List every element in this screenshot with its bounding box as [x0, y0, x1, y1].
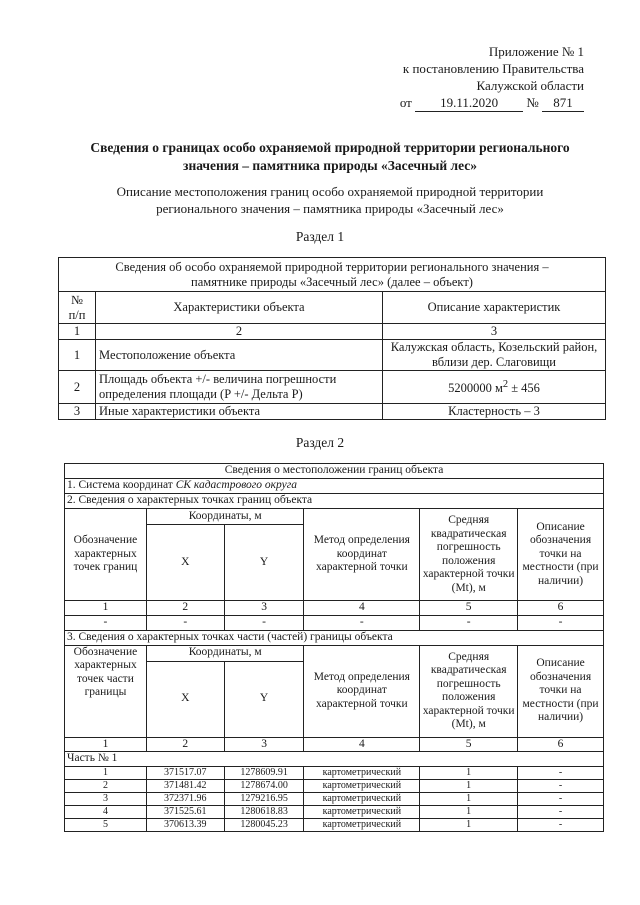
col-points-part-header: Обозначение характерных точек части границы — [65, 645, 147, 737]
col-coords-header: Координаты, м — [146, 645, 304, 661]
point-desc: - — [518, 818, 604, 831]
table-row — [65, 792, 604, 805]
appendix-date-line — [284, 94, 584, 112]
row-desc-line-1: Калужская область, Козельский район, — [390, 340, 598, 354]
area-value: 5200000 м — [448, 381, 503, 396]
point-y: 1280045.23 — [224, 818, 304, 831]
point-method: картометрический — [304, 805, 420, 818]
point-num: 5 — [65, 818, 147, 831]
document-subtitle — [70, 183, 590, 217]
dash-cell: - — [304, 616, 420, 631]
appendix-number: 871 — [542, 94, 584, 112]
dash-cell: - — [420, 616, 518, 631]
object-info-table — [58, 257, 606, 420]
col-y-header: Y — [224, 525, 304, 601]
idx-cell: 2 — [96, 324, 383, 340]
col-desc-header: Описание обозначения точки на местности (при наличии) — [518, 645, 604, 737]
idx-cell: 5 — [420, 737, 518, 752]
point-desc: - — [518, 792, 604, 805]
idx-cell: 1 — [65, 601, 147, 616]
point-mt: 1 — [420, 766, 518, 779]
idx-cell: 3 — [224, 601, 304, 616]
row-desc-line-2: вблизи дер. Слаговищи — [432, 355, 556, 369]
idx-cell: 2 — [146, 737, 224, 752]
from-label: от — [399, 95, 412, 110]
col-x-header: X — [146, 525, 224, 601]
dash-cell: - — [518, 616, 604, 631]
boundary-table — [64, 463, 604, 832]
col-num-line-1: № — [71, 292, 83, 307]
idx-cell: 6 — [518, 601, 604, 616]
table-row — [65, 779, 604, 792]
row-char-line-2: определения площади (P +/- Дельта P) — [99, 387, 303, 401]
idx-cell: 2 — [146, 601, 224, 616]
point-method: картометрический — [304, 766, 420, 779]
point-mt: 1 — [420, 818, 518, 831]
idx-cell: 3 — [383, 324, 606, 340]
col-y-header: Y — [224, 661, 304, 737]
row-desc: Кластерность – 3 — [383, 404, 606, 420]
section-2-heading: Раздел 2 — [295, 435, 345, 450]
idx-cell: 1 — [65, 737, 147, 752]
point-y: 1280618.83 — [224, 805, 304, 818]
col-desc-header: Описание обозначения точки на местности (при наличии) — [518, 509, 604, 601]
point-x: 372371.96 — [146, 792, 224, 805]
col-x-header: X — [146, 661, 224, 737]
coord-system-label: 1. Система координат — [67, 479, 176, 492]
point-x: 371517.07 — [146, 766, 224, 779]
row-num: 1 — [59, 340, 96, 371]
table-row — [65, 766, 604, 779]
point-num: 2 — [65, 779, 147, 792]
appendix-line-3: Калужской области — [476, 78, 584, 93]
col-method-header: Метод определения координат характерной точки — [304, 509, 420, 601]
part-points-row: 3. Сведения о характерных точках части (частей) границы объекта — [65, 630, 604, 645]
row-num: 3 — [59, 404, 96, 420]
number-sign: № — [526, 95, 539, 110]
table2-title: Сведения о местоположении границ объекта — [65, 464, 604, 479]
subtitle-line-1: Описание местоположения границ особо охраняемой природной территории — [116, 184, 544, 199]
document-title — [70, 139, 590, 175]
section-1-heading: Раздел 1 — [295, 229, 345, 244]
col-accuracy-header: Средняя квадратическая погрешность положения характерной точки (Mt), м — [420, 509, 518, 601]
appendix-line-2: к постановлению Правительства — [402, 61, 584, 76]
point-x: 371481.42 — [146, 779, 224, 792]
col-accuracy-header: Средняя квадратическая погрешность положения характерной точки (Mt), м — [420, 645, 518, 737]
appendix-line-1: Приложение № 1 — [488, 44, 584, 59]
dash-cell: - — [65, 616, 147, 631]
title-line-1: Сведения о границах особо охраняемой природной территории регионального — [90, 140, 570, 155]
col-num-line-2: п/п — [68, 307, 86, 322]
row-char — [96, 371, 383, 404]
table-row — [59, 371, 606, 404]
area-unit-power: 2 — [502, 379, 509, 391]
point-desc: - — [518, 805, 604, 818]
dash-cell: - — [224, 616, 304, 631]
idx-cell: 6 — [518, 737, 604, 752]
point-desc: - — [518, 779, 604, 792]
col-char-header: Характеристики объекта — [96, 292, 383, 324]
point-num: 4 — [65, 805, 147, 818]
col-points-header: Обозначение характерных точек границ — [65, 509, 147, 601]
row-char: Иные характеристики объекта — [96, 404, 383, 420]
table-row — [59, 404, 606, 420]
col-coords-header: Координаты, м — [146, 509, 304, 525]
col-num-header — [59, 292, 96, 324]
area-error: ± 456 — [508, 381, 540, 396]
row-char: Местоположение объекта — [96, 340, 383, 371]
table-row — [65, 818, 604, 831]
point-num: 1 — [65, 766, 147, 779]
point-x: 371525.61 — [146, 805, 224, 818]
point-num: 3 — [65, 792, 147, 805]
point-x: 370613.39 — [146, 818, 224, 831]
coord-system-value: СК кадастрового округа — [175, 479, 297, 492]
appendix-block — [284, 43, 584, 112]
point-mt: 1 — [420, 805, 518, 818]
dash-cell: - — [146, 616, 224, 631]
col-method-header: Метод определения координат характерной точки — [304, 645, 420, 737]
table1-title-line-2: памятнике природы «Засечный лес» (далее – объект) — [191, 274, 473, 289]
idx-cell: 1 — [59, 324, 96, 340]
row-num: 2 — [59, 371, 96, 404]
point-method: картометрический — [304, 792, 420, 805]
point-y: 1278609.91 — [224, 766, 304, 779]
point-y: 1278674.00 — [224, 779, 304, 792]
row-desc — [383, 340, 606, 371]
idx-cell: 5 — [420, 601, 518, 616]
point-y: 1279216.95 — [224, 792, 304, 805]
idx-cell: 4 — [304, 601, 420, 616]
appendix-date: 19.11.2020 — [415, 94, 523, 112]
idx-cell: 4 — [304, 737, 420, 752]
table-row — [65, 805, 604, 818]
point-method: картометрический — [304, 818, 420, 831]
table1-title-line-1: Сведения об особо охраняемой природной территории регионального значения – — [115, 259, 549, 274]
idx-cell: 3 — [224, 737, 304, 752]
coordinate-system-row — [65, 479, 604, 494]
table1-title — [59, 258, 606, 292]
table-row — [59, 340, 606, 371]
point-mt: 1 — [420, 792, 518, 805]
part-label-row: Часть № 1 — [65, 752, 604, 767]
title-line-2: значения – памятника природы «Засечный лес» — [183, 158, 477, 173]
col-desc-header: Описание характеристик — [383, 292, 606, 324]
row-char-line-1: Площадь объекта +/- величина погрешности — [99, 372, 337, 386]
point-mt: 1 — [420, 779, 518, 792]
subtitle-line-2: регионального значения – памятника природы «Засечный лес» — [156, 201, 504, 216]
row-desc — [383, 371, 606, 404]
boundary-points-row: 2. Сведения о характерных точках границ объекта — [65, 494, 604, 509]
point-desc: - — [518, 766, 604, 779]
point-method: картометрический — [304, 779, 420, 792]
